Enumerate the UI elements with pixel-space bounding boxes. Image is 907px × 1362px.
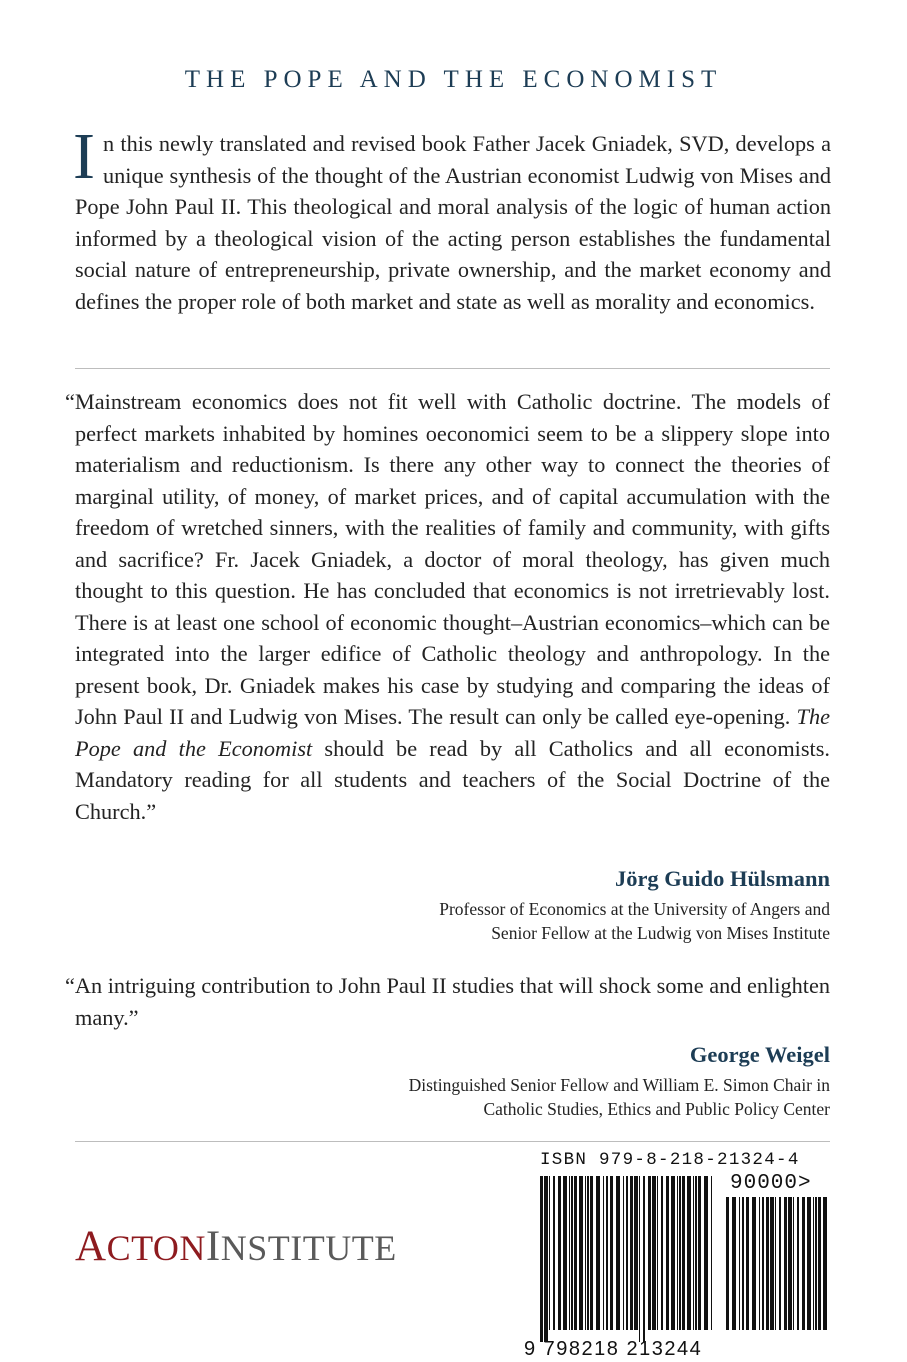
barcode-bar bbox=[661, 1176, 663, 1330]
barcode-bar bbox=[813, 1197, 814, 1330]
barcode-bar bbox=[558, 1176, 561, 1330]
barcode-bar bbox=[807, 1197, 811, 1330]
barcode-bar bbox=[579, 1176, 583, 1330]
endorser-1-affiliation bbox=[439, 897, 830, 945]
barcode-bar bbox=[603, 1176, 604, 1330]
barcode-bar bbox=[623, 1176, 624, 1330]
barcode-bar bbox=[587, 1176, 589, 1330]
barcode-bar bbox=[652, 1176, 656, 1330]
barcode-bar bbox=[643, 1176, 645, 1342]
barcode-bar bbox=[759, 1197, 760, 1330]
affiliation-line: Professor of Economics at the University of Angers and bbox=[439, 899, 830, 919]
barcode-bar bbox=[788, 1197, 792, 1330]
endorsement-quote-1 bbox=[65, 386, 830, 827]
barcode-bar bbox=[544, 1176, 548, 1342]
affiliation-line: Distinguished Senior Fellow and William E. Simon Chair in bbox=[408, 1075, 830, 1095]
endorser-2-name: George Weigel bbox=[689, 1042, 830, 1067]
quote-1-book-title: The Pope and the Economist bbox=[75, 704, 830, 761]
barcode-bar bbox=[630, 1176, 633, 1330]
barcode-bar bbox=[610, 1176, 613, 1330]
barcode-bar bbox=[726, 1197, 729, 1330]
quote-1-text-before: “Mainstream economics does not fit well with Catholic doctrine. The models of perfect markets inhabited by homines oeconomici seem to be a slippery slope into materialism and reductionism. Is there any other way to connect the theories of marginal utility, of money, of market prices, and of capital accumulation with the freedom of wretched sinners, with the realities of family and community, with gifts and sacrifice? Fr. Jacek Gniadek, a doctor of moral theology, has given much thought to this question. He has concluded that economics is not irretrievably lost. There is at least one school of economic thought–Austrian economics–which can be integrated into the larger edifice of Catholic theology and anthropology. In the present book, Dr. Gniadek makes his case by studying and comparing the ideas of John Paul II and Ludwig von Mises. The result can only be called eye-opening. bbox=[65, 389, 830, 729]
isbn-label: ISBN 979-8-218-21324-4 bbox=[540, 1150, 800, 1170]
barcode-bar bbox=[596, 1176, 600, 1330]
price-addon-bars bbox=[726, 1197, 830, 1342]
divider bbox=[75, 1141, 830, 1142]
book-description bbox=[73, 120, 831, 317]
affiliation-line: Catholic Studies, Ethics and Public Policy Center bbox=[483, 1099, 830, 1119]
barcode-bar bbox=[687, 1176, 691, 1330]
quote-1-text-after: should be read by all Catholics and all economists. Mandatory reading for all students and teachers of the Social Doctrine of the Church.” bbox=[75, 735, 830, 824]
barcode-bar bbox=[752, 1197, 756, 1330]
barcode-bar bbox=[657, 1176, 658, 1330]
ean-barcode-bars bbox=[540, 1176, 716, 1342]
barcode-bar bbox=[679, 1176, 681, 1330]
barcode-bar bbox=[766, 1197, 769, 1330]
barcode-bar bbox=[574, 1176, 577, 1330]
barcode-bar bbox=[742, 1197, 744, 1330]
ean-digits: 9 798218 213244 bbox=[524, 1338, 703, 1360]
barcode-bar bbox=[775, 1197, 776, 1330]
barcode-bar bbox=[793, 1197, 794, 1330]
barcode-bar bbox=[732, 1197, 736, 1330]
barcode-bar bbox=[711, 1176, 712, 1330]
barcode-bar bbox=[815, 1197, 817, 1330]
barcode-bar bbox=[540, 1176, 543, 1342]
barcode-bar bbox=[626, 1176, 628, 1330]
description-text: n this newly translated and revised book Father Jacek Gniadek, SVD, develops a unique synthesis of the thought of the Austrian economist Ludwig von Mises and Pope John Paul II. This theological and moral analysis of the logic of human action informed by a theological vision of the acting person establishes the fundamental social nature of entrepreneurship, private ownership, and the market economy and defines the proper role of both market and state as well as morality and economics. bbox=[75, 131, 831, 314]
endorsement-quote-2: “An intriguing contribution to John Paul II studies that will shock some and enlighten many.” bbox=[65, 973, 830, 1030]
barcode-bar bbox=[553, 1176, 555, 1330]
barcode-bar bbox=[739, 1197, 740, 1330]
barcode-bar bbox=[549, 1176, 550, 1330]
barcode-bar bbox=[698, 1176, 701, 1330]
barcode-bar bbox=[571, 1176, 573, 1330]
barcode-bar bbox=[704, 1176, 708, 1330]
barcode-bar bbox=[797, 1197, 799, 1330]
barcode-bar bbox=[671, 1176, 675, 1330]
barcode-bar bbox=[802, 1197, 805, 1330]
barcode-bar bbox=[590, 1176, 593, 1330]
barcode-bar bbox=[695, 1176, 697, 1330]
barcode-bar bbox=[770, 1197, 774, 1330]
barcode-bar bbox=[762, 1197, 764, 1330]
price-code: 90000> bbox=[730, 1172, 812, 1195]
barcode-bar bbox=[585, 1176, 586, 1330]
barcode-bar bbox=[606, 1176, 608, 1330]
barcode-bar bbox=[616, 1176, 620, 1330]
barcode-bar bbox=[569, 1176, 570, 1330]
barcode-bar bbox=[634, 1176, 638, 1330]
endorser-1-name: Jörg Guido Hülsmann bbox=[614, 866, 830, 891]
barcode-bar bbox=[693, 1176, 694, 1330]
acton-institute-logo: ACTONINSTITUTE bbox=[75, 1223, 397, 1270]
isbn-barcode bbox=[524, 1150, 830, 1362]
barcode-bar bbox=[666, 1176, 669, 1330]
barcode-bar bbox=[779, 1197, 781, 1330]
barcode-bar bbox=[682, 1176, 685, 1330]
book-title: THE POPE AND THE ECONOMIST bbox=[184, 66, 723, 93]
barcode-bar bbox=[746, 1197, 749, 1330]
drop-cap: I bbox=[73, 120, 95, 193]
barcode-bar bbox=[639, 1176, 640, 1342]
barcode-bar bbox=[823, 1197, 827, 1330]
barcode-bar bbox=[784, 1197, 787, 1330]
endorser-2-affiliation bbox=[409, 1073, 830, 1121]
affiliation-line: Senior Fellow at the Ludwig von Mises Institute bbox=[491, 923, 830, 943]
barcode-bar bbox=[677, 1176, 678, 1330]
barcode-bar bbox=[818, 1197, 821, 1330]
barcode-bar bbox=[648, 1176, 651, 1330]
barcode-bar bbox=[563, 1176, 567, 1330]
divider bbox=[75, 368, 830, 369]
